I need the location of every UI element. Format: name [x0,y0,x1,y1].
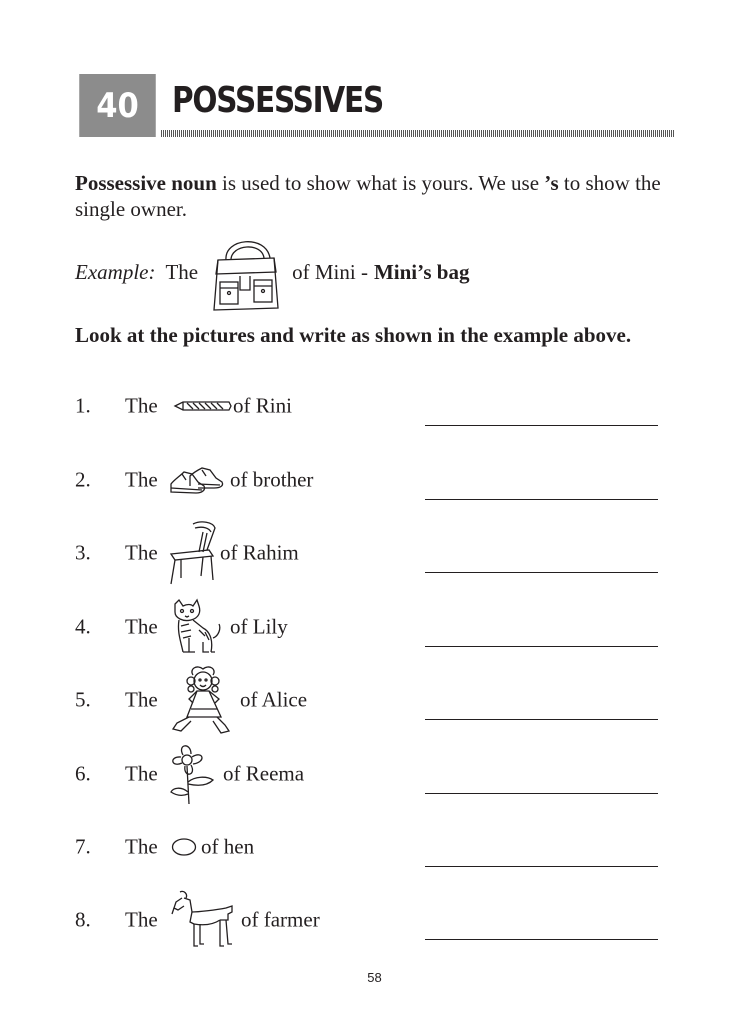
item-number: 5. [75,687,91,712]
item-number: 8. [75,907,91,932]
item-rest: of brother [230,467,314,492]
exercise-item [75,386,675,426]
instruction-text: Look at the pictures and write as shown in the example above. [75,323,632,347]
item-rest: of farmer [241,907,320,932]
item-the: The [125,467,158,492]
item-the: The [125,540,158,565]
title-underline [161,130,675,137]
item-number: 6. [75,761,91,786]
item-number: 1. [75,393,91,418]
item-rest: of hen [201,834,255,859]
egg-icon [171,837,197,857]
item-rest: of Reema [223,761,305,786]
item-rest: of Rini [233,393,292,418]
example-answer: Mini’s bag [373,260,470,284]
item-the: The [125,834,158,859]
item-number: 3. [75,540,91,565]
example-the: The [165,260,199,284]
answer-blank[interactable] [425,939,658,940]
cat-icon [169,598,225,656]
intro-paragraph [75,170,685,222]
item-rest: of Alice [240,687,308,712]
exercise-item [75,827,675,867]
item-the: The [125,614,158,639]
lesson-number-box [79,74,156,137]
item-the: The [125,761,158,786]
exercise-item [75,533,675,573]
intro-text-b: to show the single owner. [75,171,661,221]
goat-icon [170,890,238,950]
item-the: The [125,907,158,932]
answer-blank[interactable] [425,793,658,794]
page-title: POSSESSIVES [172,80,384,121]
item-rest: of Rahim [220,540,299,565]
shoes-icon [168,464,226,496]
lesson-number: 40 [96,85,139,126]
answer-blank[interactable] [425,646,658,647]
page-number: 58 [367,970,382,985]
answer-blank[interactable] [425,719,658,720]
example-label: Example: [75,260,156,284]
item-the: The [125,393,158,418]
exercise-item [75,460,675,500]
item-number: 2. [75,467,91,492]
bag-icon [204,230,286,315]
chair-icon [167,520,219,586]
answer-blank[interactable] [425,499,658,500]
example-of-owner: of Mini - [292,260,368,284]
item-number: 7. [75,834,91,859]
answer-blank[interactable] [425,572,658,573]
intro-apostrophe-s: ’s [544,171,559,195]
flower-icon [167,742,219,806]
doll-icon [167,665,237,735]
intro-text-a: is used to show what is yours. We use [216,171,545,195]
exercise-item [75,900,675,940]
pencil-icon [173,399,233,413]
item-the: The [125,687,158,712]
intro-bold-term: Possessive noun [75,171,217,195]
answer-blank[interactable] [425,866,658,867]
exercise-item [75,607,675,647]
example-line [75,230,675,315]
item-number: 4. [75,614,91,639]
answer-blank[interactable] [425,425,658,426]
item-rest: of Lily [230,614,288,639]
exercise-item [75,680,675,720]
exercise-item [75,754,675,794]
